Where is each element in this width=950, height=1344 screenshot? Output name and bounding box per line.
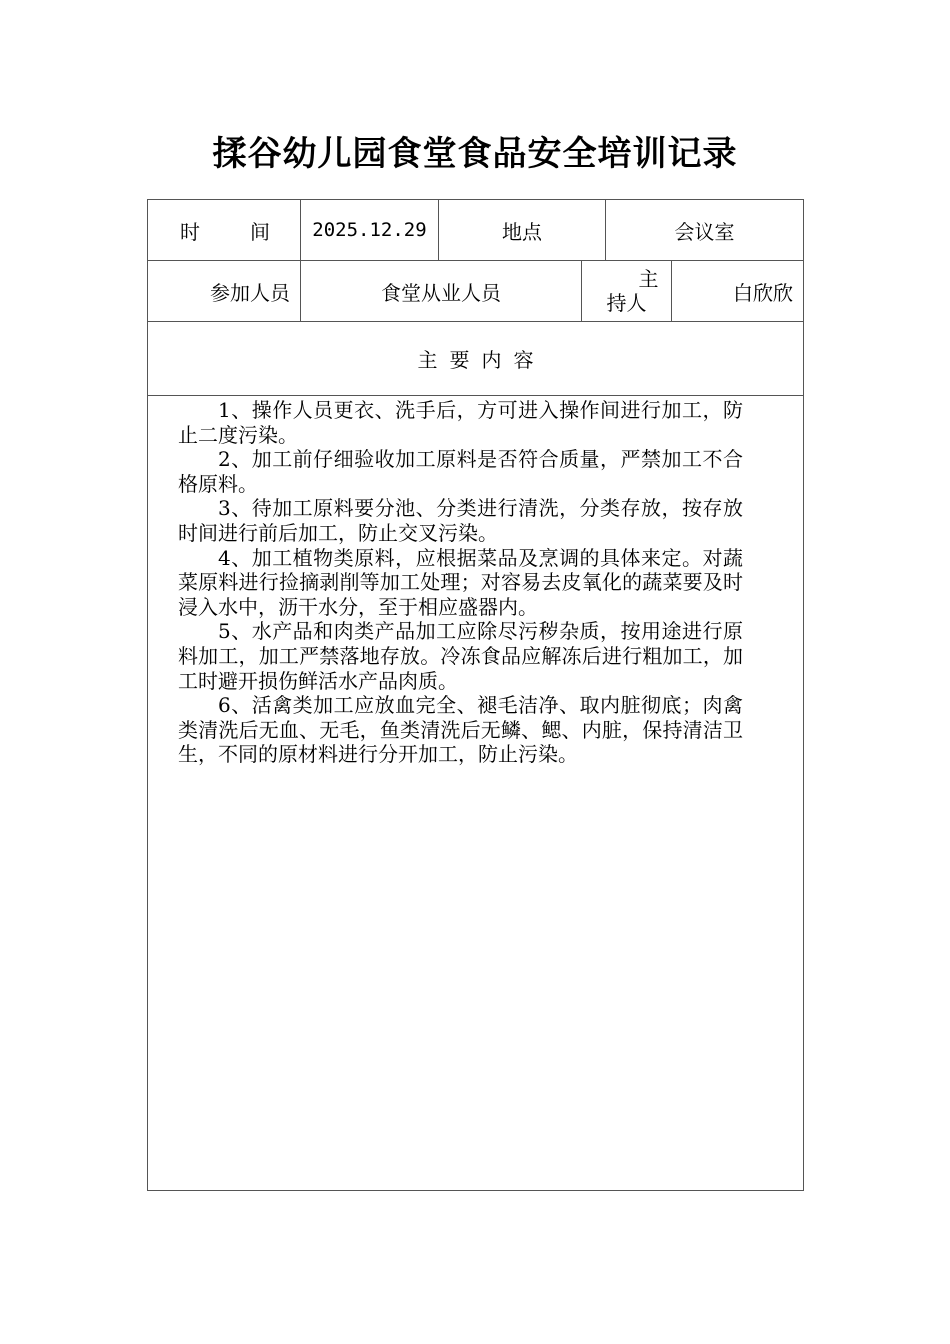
- time-label-char-1: 时: [180, 219, 200, 244]
- host-label-line-1: 主: [638, 267, 659, 291]
- location-value: 会议室: [674, 219, 735, 244]
- time-value-cell: [301, 200, 438, 260]
- content-heading-cell: [148, 322, 803, 395]
- location-label-cell: [439, 200, 605, 260]
- participants-value-cell: [301, 261, 581, 321]
- content-body: [178, 398, 743, 767]
- time-label-char-2: 间: [250, 219, 270, 244]
- content-item: 2、加工前仔细验收加工原料是否符合质量，严禁加工不合格原料。: [178, 447, 743, 496]
- training-record-table: [147, 199, 804, 1191]
- content-item: 3、待加工原料要分池、分类进行清洗，分类存放，按存放时间进行前后加工，防止交叉污染。: [178, 496, 743, 545]
- content-item: 1、操作人员更衣、洗手后，方可进入操作间进行加工，防止二度污染。: [178, 398, 743, 447]
- host-value-cell: [672, 261, 803, 321]
- participants-label-cell: [148, 261, 300, 321]
- content-item: 4、加工植物类原料，应根据菜品及烹调的具体来定。对蔬菜原料进行捡摘剥削等加工处理；对容易去皮氧化的蔬菜要及时浸入水中，沥干水分，至于相应盛器内。: [178, 545, 743, 619]
- time-value: 2025.12.29: [312, 219, 427, 241]
- location-label: 地点: [502, 219, 542, 244]
- content-item: 5、水产品和肉类产品加工应除尽污秽杂质，按用途进行原料加工，加工严禁落地存放。冷冻食品应解冻后进行粗加工，加工时避开损伤鲜活水产品肉质。: [178, 619, 743, 693]
- host-label-line-2: 持人: [606, 291, 647, 315]
- participants-value: 食堂从业人员: [381, 280, 501, 305]
- location-value-cell: [606, 200, 803, 260]
- page-title: 揉谷幼儿园食堂食品安全培训记录: [212, 134, 738, 174]
- content-item: 6、活禽类加工应放血完全、褪毛洁净、取内脏彻底；肉禽类清洗后无血、无毛，鱼类清洗后无鳞、鳃、内脏，保持清洁卫生，不同的原材料进行分开加工，防止污染。: [178, 693, 743, 767]
- row-divider-3: [148, 395, 803, 396]
- participants-label: 参加人员: [210, 280, 290, 305]
- host-label-cell: [582, 261, 671, 321]
- time-label-cell: [148, 200, 300, 260]
- content-heading: 主要内容: [417, 348, 546, 372]
- host-value: 白欣欣: [733, 280, 793, 305]
